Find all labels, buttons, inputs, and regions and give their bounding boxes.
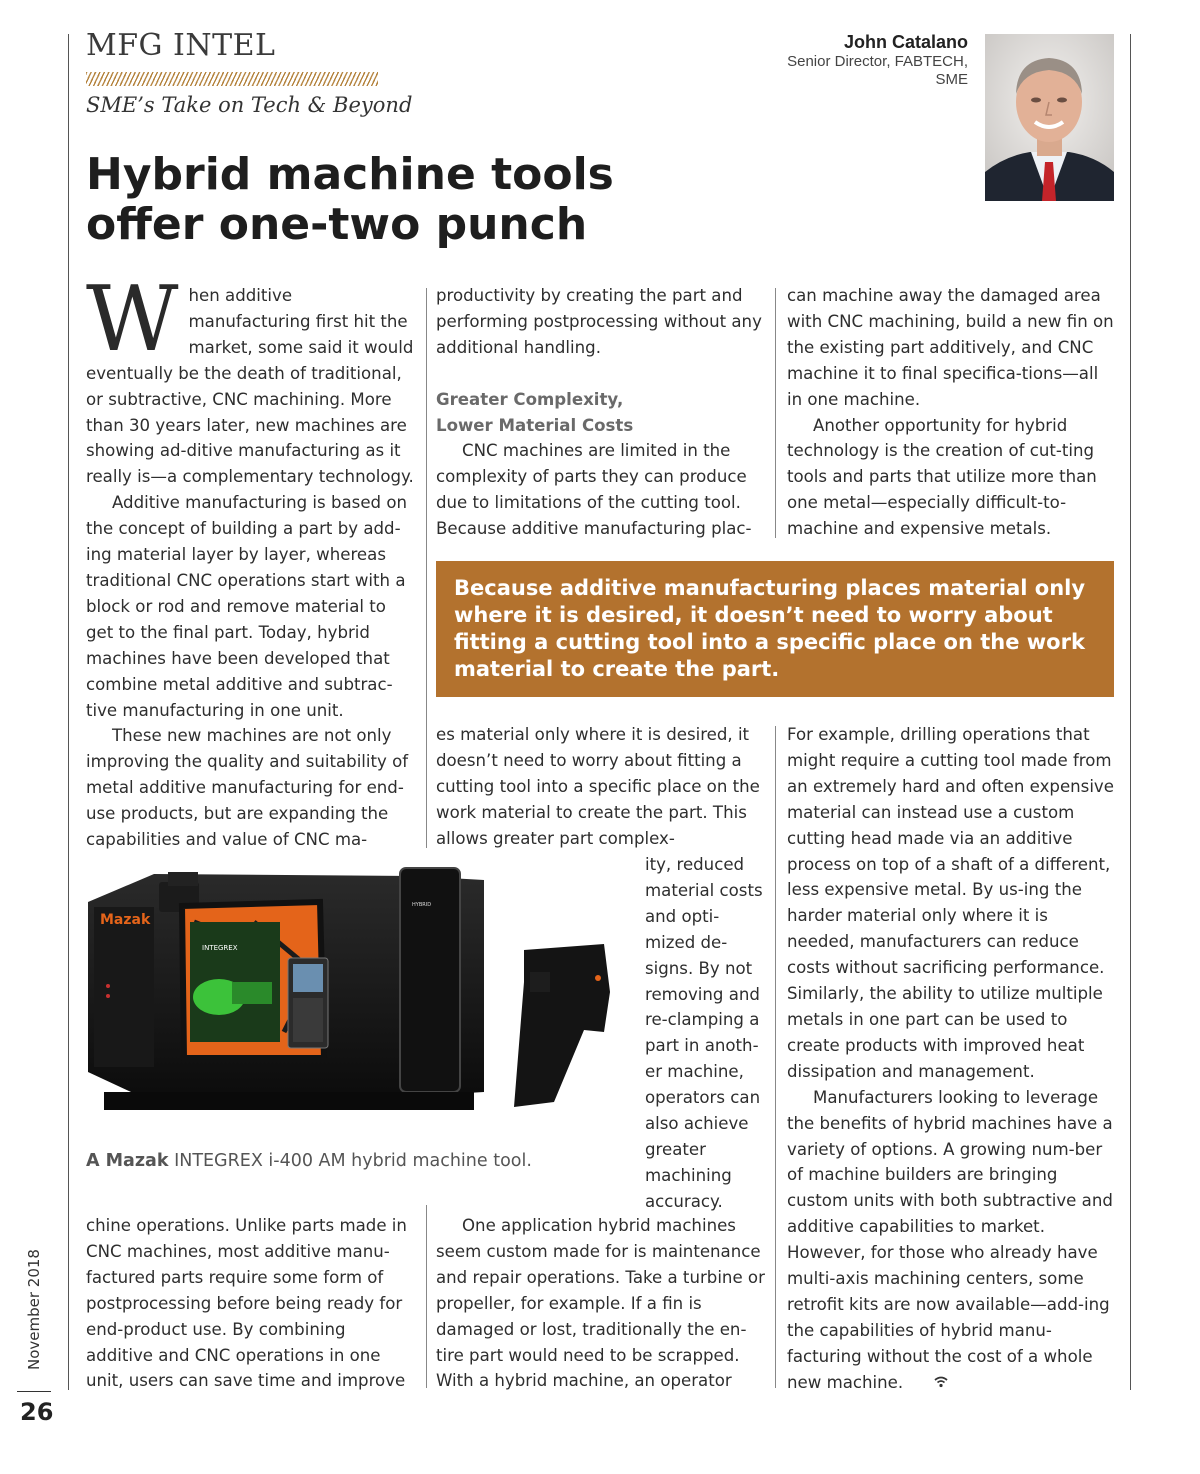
hybrid-machine-image	[84, 862, 644, 1162]
column-2-top	[436, 283, 766, 542]
page-number: 26	[20, 1398, 54, 1426]
subhead-line-2: Lower Material Costs	[436, 415, 634, 435]
spacer	[436, 361, 766, 387]
body-paragraph: Another opportunity for hybrid technology is the creation of cut-ting tools and parts that utilize more than one metal—especially difficult-to-machine and expensive metals.	[787, 415, 1097, 539]
right-margin-rule	[1130, 34, 1131, 1390]
column-1-bottom	[86, 1213, 416, 1394]
wifi-end-mark-icon	[908, 1370, 948, 1396]
machine-model-label: INTEGREX	[202, 944, 238, 952]
author-title-line2: SME	[935, 71, 968, 88]
decorative-hatch-bar	[86, 72, 378, 86]
caption-text: INTEGREX i-400 AM hybrid machine tool.	[168, 1151, 532, 1171]
column-divider	[775, 288, 776, 538]
issue-date: November 2018	[25, 1249, 43, 1370]
body-paragraph: For example, drilling operations that might require a cutting tool made from an extremely hard and often expensive material can instead use a custom cutting head made via an additive process on top of a shaft of a different, less expensive metal. By us-ing the harder material only where it is needed, manufacturers can reduce costs without sacrificing performance. Similarly, the ability to utilize multiple metals in one part can be used to create products with improved heat dissipation and management.	[787, 725, 1114, 1081]
body-paragraph: es material only where it is desired, it doesn’t need to worry about fitting a cutting tool into a specific place on the work material to create the part. This allows greater part complex-	[436, 725, 760, 848]
column-divider	[426, 1205, 427, 1388]
column-2-wrap	[645, 852, 767, 1215]
image-caption	[86, 1151, 532, 1171]
column-divider	[426, 726, 427, 846]
author-name: John Catalano	[843, 32, 968, 52]
drop-cap: W	[86, 267, 179, 372]
closing-paragraph	[787, 1085, 1117, 1396]
column-3-bottom	[787, 722, 1117, 1396]
headline-line-1: Hybrid machine tools	[86, 149, 614, 200]
body-paragraph: Additive manufacturing is based on the concept of building a part by add-ing material layer by layer, whereas traditional CNC operations start with a block or rod and remove material to get to the final part. Today, hybrid machines have been developed that combine metal additive and subtrac-tive manufacturing in one unit.	[86, 493, 408, 720]
machine-side-label: HYBRID	[412, 902, 432, 908]
closing-text: Manufacturers looking to leverage the benefits of hybrid machines have a variety of options. A growing num-ber of machine builders are bringing custom units with both subtractive and additive capabilities to market. However, for those who already have multi-axis machining centers, some retrofit kits are now available—add-ing the capabilities of hybrid manu-facturing without the cost of a whole new machine.	[787, 1087, 1113, 1392]
left-margin-rule	[68, 34, 69, 1390]
body-paragraph: chine operations. Unlike parts made in CNC machines, most additive manu-factured parts require some form of postprocessing before being ready for end-product use. By combining additive and CNC operations in one unit, users can save time and improve	[86, 1216, 407, 1391]
author-headshot	[985, 34, 1114, 201]
column-divider	[775, 726, 776, 1388]
body-paragraph: can machine away the damaged area with CNC machining, build a new fin on the existing part additively, and CNC machine it to final specifica-tions—all in one machine.	[787, 286, 1114, 409]
subhead-line-1: Greater Complexity,	[436, 389, 624, 409]
body-paragraph: CNC machines are limited in the complexity of parts they can produce due to limitations of the cutting tool. Because additive manufacturing plac-	[436, 441, 752, 539]
lead-text: hen additive manufacturing first hit the market, some said it would eventually be the death of traditional, or subtractive, CNC machining. More than 30 years later, new machines are showing ad-ditive manufacturing as it really is—a complementary technology.	[86, 286, 414, 487]
column-3-top	[787, 283, 1115, 542]
author-byline	[787, 32, 968, 89]
machine-brand-label: Mazak	[100, 912, 151, 928]
column-2-mid	[436, 722, 766, 852]
author-title-line1: Senior Director, FABTECH,	[787, 53, 968, 70]
caption-brand: A Mazak	[86, 1151, 169, 1171]
column-1-top	[86, 267, 416, 853]
page-number-rule	[17, 1391, 51, 1392]
body-paragraph: One application hybrid machines seem custom made for is maintenance and repair operations. Take a turbine or propeller, for example. If a fin is damaged or lost, traditionally the en-tire part would need to be scrapped. With a hybrid machine, an operator	[436, 1216, 765, 1391]
column-2-bottom	[436, 1213, 766, 1394]
article-headline	[86, 150, 706, 250]
body-paragraph: ity, reduced material costs and opti-mized de-signs. By not removing and re-clamping a part in anoth-er machine, operators can also achieve greater machining accuracy.	[645, 855, 763, 1211]
section-title: MFG INTEL	[86, 28, 276, 63]
body-paragraph: productivity by creating the part and performing postprocessing without any additional handling.	[436, 286, 762, 357]
body-paragraph: These new machines are not only improving the quality and suitability of metal additive manufacturing for end-use products, but are expanding the capabilities and value of CNC ma-	[86, 726, 409, 850]
headline-line-2: offer one-two punch	[86, 199, 588, 250]
pull-quote: Because additive manufacturing places material only where it is desired, it doesn’t need to worry about fitting a cutting tool into a specific place on the work material to create the part.	[436, 561, 1114, 697]
section-tagline: SME’s Take on Tech & Beyond	[86, 93, 413, 117]
lead-paragraph	[86, 267, 416, 490]
